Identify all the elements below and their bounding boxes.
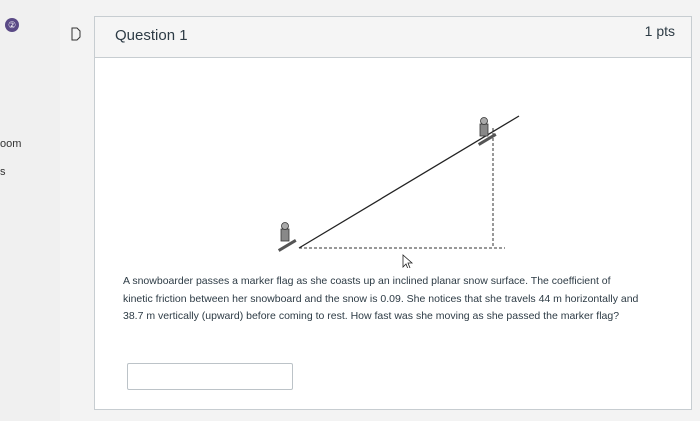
sidebar-text-room: oom: [0, 138, 22, 150]
left-sidebar-edge: [0, 0, 60, 421]
question-header: [95, 17, 691, 58]
answer-input[interactable]: [127, 363, 293, 390]
question-card: [94, 16, 692, 410]
question-text: A snowboarder passes a marker flag as she coasts up an inclined planar snow surface. The coefficient of kinetic friction between her snowboard and the snow is 0.09. She notices that she travels 44 m horizontally and 38.7 m vertically (upward) before coming to rest. How fast was she moving as she passed the marker flag?: [123, 275, 639, 322]
snowboarder-bottom-figure: [278, 223, 297, 252]
mouse-cursor-icon: [403, 255, 412, 268]
bookmark-icon[interactable]: [71, 27, 81, 41]
question-points: 1 pts: [644, 23, 675, 39]
sidebar-text-s: s: [0, 166, 6, 178]
question-status-icon[interactable]: ②: [5, 18, 19, 32]
incline-diagram: [95, 58, 691, 268]
question-title: Question 1: [115, 27, 188, 44]
